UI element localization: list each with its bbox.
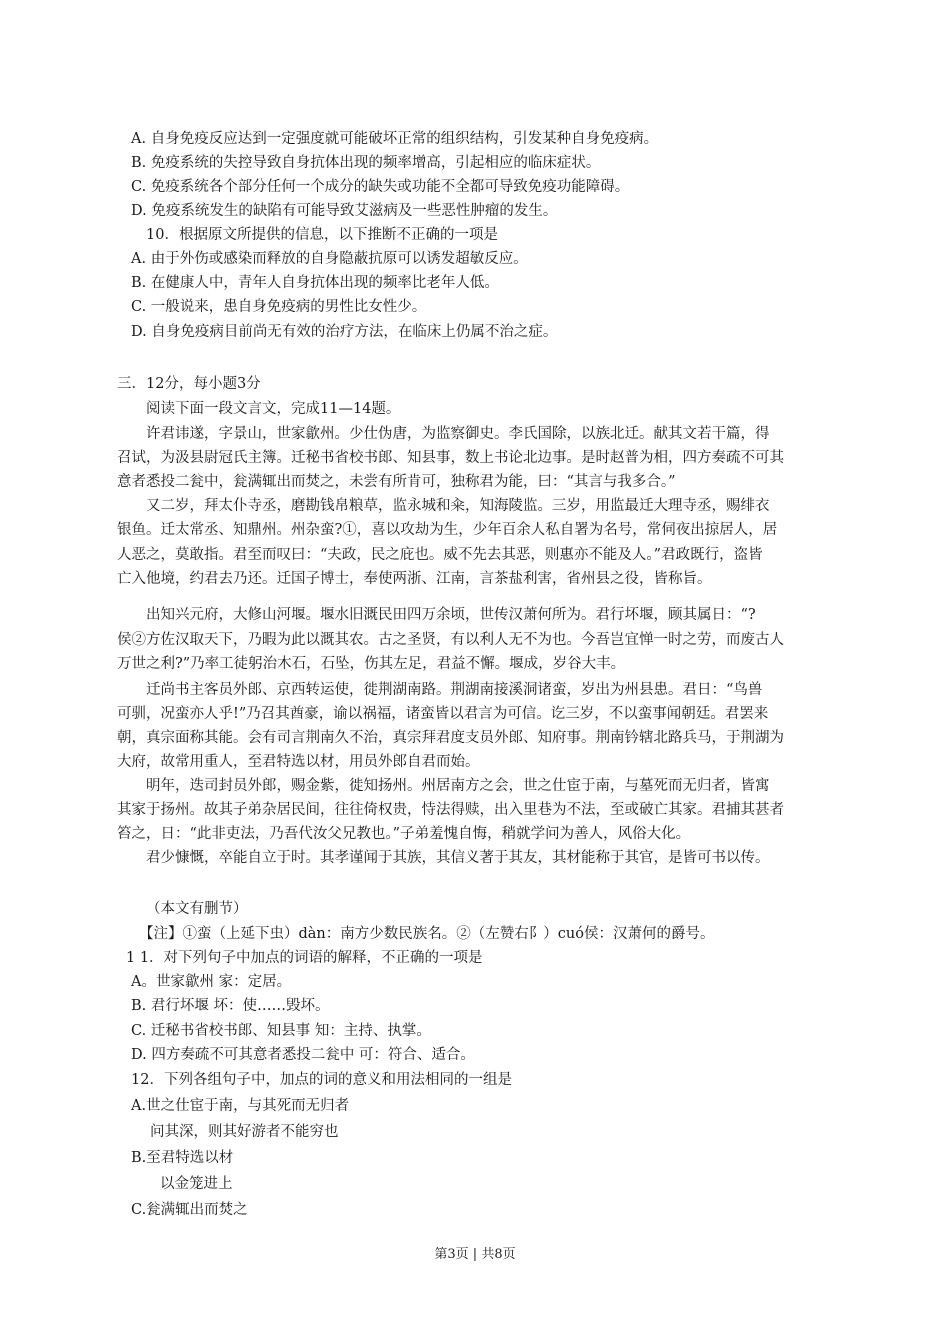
- section-heading: 三．12分，每小题3分: [117, 376, 261, 392]
- q9-option-d: D. 免疫系统发生的缺陷有可能导致艾滋病及一些恶性肿瘤的发生。: [131, 203, 558, 219]
- annotation-note: 【注】①蛮（上延下虫）dàn：南方少数民族名。②（左赞右阝）cuó侯：汉萧何的爵号。: [139, 926, 715, 942]
- page-footer: 第3页 | 共8页: [434, 1247, 516, 1262]
- q12-option-c: C.瓮满辄出而焚之: [131, 1202, 248, 1218]
- q12-option-a-pair: 问其深，则其好游者不能穷也: [150, 1124, 339, 1140]
- q10-option-a: A. 由于外伤或感染而释放的自身隐蔽抗原可以诱发超敏反应。: [131, 251, 528, 267]
- passage-line: 明年，迭司封员外郎，赐金紫，徙知扬州。州居南方之会，世之仕宦于南，与墓死而无归者，皆寓: [146, 778, 770, 794]
- passage-line: 出知兴元府，大修山河堰。堰水旧溉民田四万余顷，世传汉萧何所为。君行坏堰，顾其属日：“?: [146, 607, 756, 623]
- q9-option-a: A. 自身免疫反应达到一定强度就可能破坏正常的组织结构，引发某种自身免疫病。: [131, 131, 659, 147]
- q11-option-b: B. 君行坏堰 坏：使……毁坏。: [131, 998, 330, 1014]
- passage-line: 侯②方佐汉取天下，乃暇为此以溉其农。古之圣贤，有以利人无不为也。今吾岂宜惮一时之劳，而废古人: [117, 632, 784, 648]
- q11-stem: 1 1．对下列句子中加点的词语的解释，不正确的一项是: [126, 950, 483, 966]
- q12-option-a: A.世之仕宦于南，与其死而无归者: [131, 1098, 350, 1114]
- passage-line: 银鱼。迁太常丞、知鼎州。州杂蛮?①，喜以攻劫为生，少年百余人私自署为名号，常伺夜出掠居人，居: [117, 522, 778, 538]
- q12-option-b: B.至君特选以材: [131, 1150, 234, 1166]
- q10-stem: 10．根据原文所提供的信息，以下推断不正确的一项是: [146, 227, 498, 243]
- q10-option-b: B. 在健康人中，青年人自身抗体出现的频率比老年人低。: [131, 275, 499, 291]
- passage-line: 大府，故常用重人，至君特选以材，用员外郎自君而始。: [117, 754, 480, 770]
- passage-line: 万世之利?”乃率工徒躬治木石，石坠，伤其左足，君益不懈。堰成，岁谷大丰。: [117, 656, 626, 672]
- passage-line: 其家于扬州。故其子弟杂居民间，往往倚权贵，恃法得赎，出入里巷为不法，至或破亡其家。君捕其甚者: [117, 802, 784, 818]
- q11-option-d: D. 四方奏疏不可其意者悉投二瓮中 可：符合、适合。: [131, 1047, 475, 1063]
- q9-option-b: B. 免疫系统的失控导致自身抗体出现的频率增高，引起相应的临床症状。: [131, 155, 601, 171]
- passage-line: 人恶之，莫敢指。君至而叹曰：“夫政，民之庇也。威不先去其恶，则惠亦不能及人。”君政既行，盗皆: [117, 547, 763, 563]
- passage-line: 君少慷慨，卒能自立于时。其孝谨闻于其族，其信义著于其友，其材能称于其官，是皆可书以传。: [146, 850, 770, 866]
- q9-option-c: C. 免疫系统各个部分任何一个成分的缺失或功能不全都可导致免疫功能障碍。: [131, 179, 630, 195]
- passage-line: 可驯，况蛮亦人乎!”乃召其酋豪，谕以祸福，诸蛮皆以君言为可信。讫三岁，不以蛮事闻朝廷。君罢来: [117, 706, 769, 722]
- passage-line: 笞之，日：“此非吏法，乃吾代汝父兄教也。”子弟羞愧自悔，稍就学问为善人，风俗大化。: [117, 826, 691, 842]
- q12-option-b-pair: 以金笼进上: [160, 1176, 233, 1192]
- q11-option-c: C. 迁秘书省校书郎、知县事 知：主持、执掌。: [131, 1023, 431, 1039]
- section-instruction: 阅读下面一段文言文，完成11—14题。: [146, 401, 401, 417]
- passage-line: 亡入他境，约君去乃还。迁国子博士，奉使两浙、江南，言茶盐利害，省州县之役，皆称旨。: [117, 571, 712, 587]
- q10-option-d: D. 自身免疫病目前尚无有效的治疗方法，在临床上仍属不治之症。: [131, 324, 558, 340]
- q12-stem: 12．下列各组句子中，加点的词的意义和用法相同的一组是: [131, 1072, 512, 1088]
- passage-line: 意者悉投二瓮中，瓮满辄出而焚之，未尝有所肯可，独称君为能，曰：“其言与我多合。”: [117, 474, 676, 490]
- q10-option-c: C. 一般说来，患自身免疫病的男性比女性少。: [131, 299, 427, 315]
- passage-line: 迁尚书主客员外郎、京西转运使，徙荆湖南路。荆湖南接溪洞诸蛮，岁出为州县患。君日：“鸟兽: [146, 682, 763, 698]
- passage-line: 朝，真宗面称其能。会有司言荆南久不治，真宗拜君度支员外郎、知府事。荆南钤辖北路兵马，于荆湖为: [117, 730, 784, 746]
- note-deletion: （本文有删节）: [146, 901, 248, 917]
- passage-line: 又二岁，拜太仆寺丞，磨勘钱帛粮草，监永城和籴，知海陵监。三岁，用监最迁大理寺丞，赐绯衣: [146, 498, 770, 514]
- q11-option-a: A。世家歙州 家：定居。: [131, 974, 292, 990]
- passage-line: 许君讳遂，字景山，世家歙州。少仕伪唐，为监察御史。李氏国除，以族北迁。献其文若干篇，得: [146, 426, 770, 442]
- passage-line: 召试，为汲县尉冠氏主簿。迁秘书省校书郎、知县事，数上书论北边事。是时赵普为相，四方奏疏不可其: [117, 450, 784, 466]
